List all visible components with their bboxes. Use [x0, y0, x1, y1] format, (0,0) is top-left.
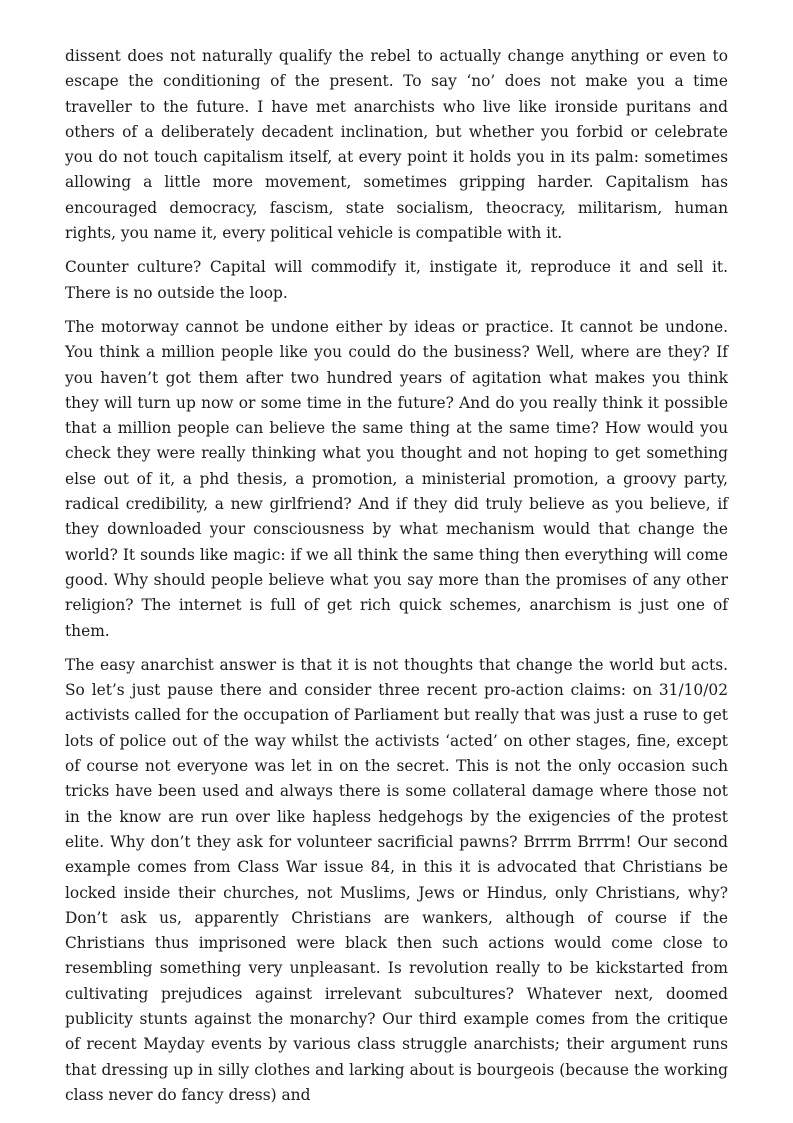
paragraph-2: Counter culture? Capital will commodify it, instigate it, reproduce it and sell it. There is no outside the loop. [65, 258, 728, 302]
paragraph-1: dissent does not naturally qualify the rebel to actually change anything or even to escape the conditioning of the present. To say ‘no’ does not make you a time traveller to the future. I have met anarchists who live like ironside puritans and others of a deliberately decadent inclination, but whether you forbid or celebrate you do not touch capitalism itself, at every point it holds you in its palm: sometimes allowing a little more movement, sometimes gripping harder. Capitalism has encouraged democracy, fascism, state socialism, theocracy, militarism, human rights, you name it, every political vehicle is compatible with it. [65, 47, 728, 243]
paragraph-4: The easy anarchist answer is that it is not thoughts that change the world but acts. So let’s just pause there and consider three recent pro-action claims: on 31/10/02 activists called for the occupation of Parliament but really that was just a ruse to get lots of police out of the way whilst the activists ‘acted’ on other stages, fine, except of course not everyone was let in on the secret. This is not the only occasion such tricks have been used and always there is some collateral damage where those not in the know are run over like hapless hedgehogs by the exigencies of the protest elite. Why don’t they ask for volunteer sacrificial pawns? Brrrm Brrrm! Our second example comes from Class War issue 84, in this it is advocated that Christians be locked inside their churches, not Muslims, Jews or Hindus, only Christians, why? Don’t ask us, apparently Christians are wankers, although of course if the Christians thus imprisoned were black then such actions would come close to resembling something very unpleasant. Is revolution really to be kickstarted from cultivating prejudices against irrelevant subcultures? Whatever next, doomed publicity stunts against the monarchy? Our third example comes from the critique of recent Mayday events by various class struggle anarchists; their argument runs that dressing up in silly clothes and larking about is bourgeois (because the working class never do fancy dress) and [65, 655, 728, 1104]
paragraph-3: The motorway cannot be undone either by ideas or practice. It cannot be undone. You think a million people like you could do the business? Well, where are they? If you haven’t got them after two hundred years of agitation what makes you think they will turn up now or some time in the future? And do you really think it possible that a million people can believe the same thing at the same time? How would you check they were really thinking what you thought and not hoping to get something else out of it, a phd thesis, a promotion, a ministerial promotion, a groovy party, radical credibility, a new girlfriend? And if they did truly believe as you believe, if they downloaded your consciousness by what mechanism would that change the world? It sounds like magic: if we all think the same thing then everything will come good. Why should people believe what you say more than the promises of any other religion? The internet is full of get rich quick schemes, anarchism is just one of them. [65, 317, 728, 640]
document-page [65, 44, 728, 1117]
